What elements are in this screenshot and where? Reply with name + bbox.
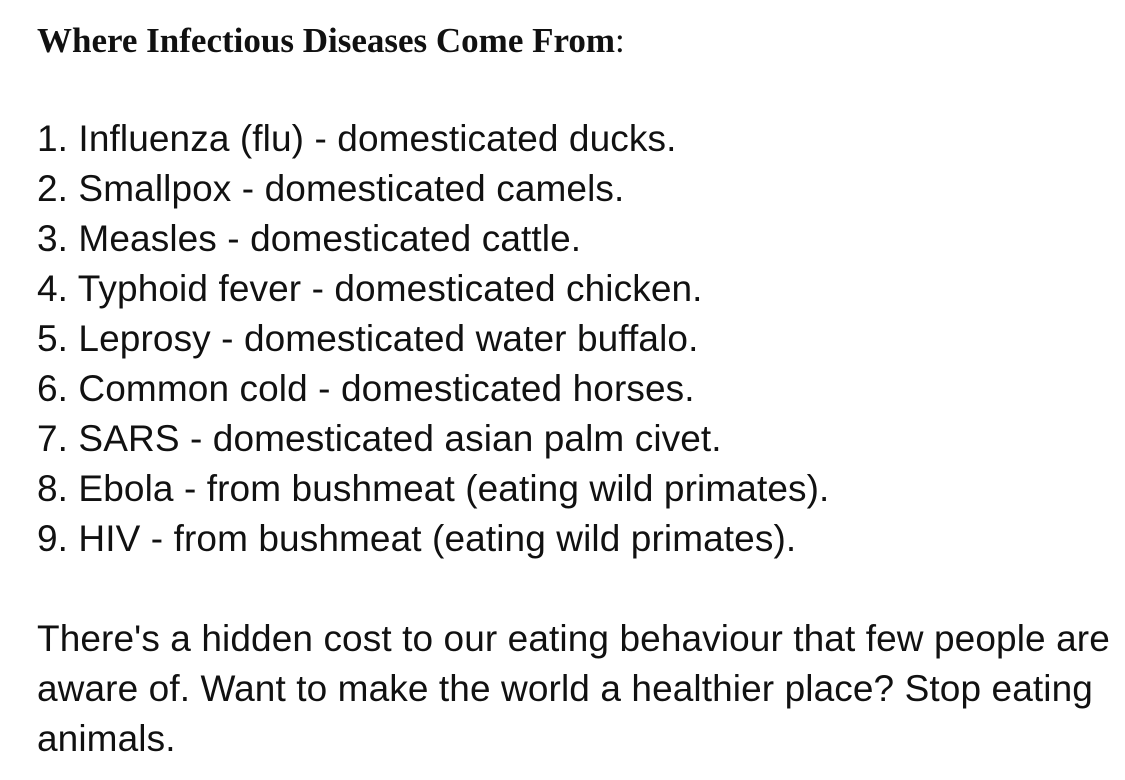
- list-item: 7. SARS - domesticated asian palm civet.: [37, 418, 722, 459]
- document-title: [37, 14, 1117, 68]
- title-colon: :: [615, 21, 625, 60]
- document-body: [37, 14, 1117, 764]
- list-item: 9. HIV - from bushmeat (eating wild primates).: [37, 518, 797, 559]
- list-item: 3. Measles - domesticated cattle.: [37, 218, 582, 259]
- list-item: 5. Leprosy - domesticated water buffalo.: [37, 318, 699, 359]
- disease-list: [37, 114, 1117, 564]
- title-text: Where Infectious Diseases Come From: [37, 21, 616, 60]
- list-item: 2. Smallpox - domesticated camels.: [37, 168, 625, 209]
- list-item: 1. Influenza (flu) - domesticated ducks.: [37, 118, 677, 159]
- closing-paragraph: There's a hidden cost to our eating behaviour that few people are aware of. Want to make the world a healthier place? Stop eating animals.: [37, 618, 1110, 759]
- list-item: 6. Common cold - domesticated horses.: [37, 368, 695, 409]
- list-item: 4. Typhoid fever - domesticated chicken.: [37, 268, 703, 309]
- list-item: 8. Ebola - from bushmeat (eating wild primates).: [37, 468, 830, 509]
